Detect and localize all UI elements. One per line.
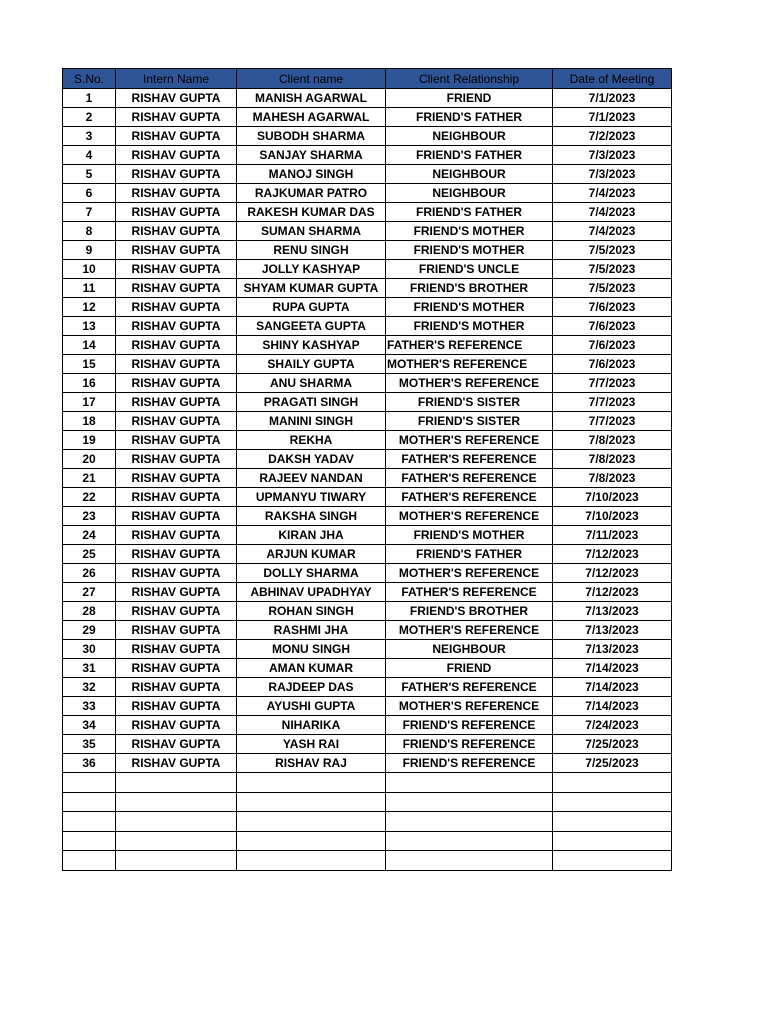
empty-cell [386,851,553,871]
cell-date-of-meeting: 7/12/2023 [553,583,672,602]
empty-cell [553,812,672,832]
cell-sno: 8 [63,222,116,241]
cell-intern-name: RISHAV GUPTA [116,735,237,754]
empty-cell [63,831,116,851]
empty-cell [116,851,237,871]
cell-client-name: MAHESH AGARWAL [237,108,386,127]
empty-row [63,831,672,851]
cell-client-name: MONU SINGH [237,640,386,659]
cell-date-of-meeting: 7/3/2023 [553,165,672,184]
cell-client-relationship: FRIEND'S BROTHER [386,602,553,621]
cell-date-of-meeting: 7/13/2023 [553,602,672,621]
cell-date-of-meeting: 7/14/2023 [553,659,672,678]
cell-client-name: SHYAM KUMAR GUPTA [237,279,386,298]
cell-date-of-meeting: 7/6/2023 [553,298,672,317]
cell-client-relationship: NEIGHBOUR [386,640,553,659]
table-row [63,336,672,355]
empty-cell [63,773,116,793]
table-row [63,222,672,241]
cell-client-name: ABHINAV UPADHYAY [237,583,386,602]
empty-cell [63,792,116,812]
cell-intern-name: RISHAV GUPTA [116,336,237,355]
cell-date-of-meeting: 7/10/2023 [553,488,672,507]
table-row [63,241,672,260]
cell-sno: 15 [63,355,116,374]
cell-intern-name: RISHAV GUPTA [116,260,237,279]
cell-date-of-meeting: 7/6/2023 [553,336,672,355]
cell-client-name: RISHAV RAJ [237,754,386,773]
cell-intern-name: RISHAV GUPTA [116,450,237,469]
cell-client-relationship: NEIGHBOUR [386,184,553,203]
cell-client-relationship: FATHER'S REFERENCE [386,678,553,697]
cell-client-name: ARJUN KUMAR [237,545,386,564]
cell-client-relationship: NEIGHBOUR [386,165,553,184]
empty-cell [553,851,672,871]
empty-cell [116,773,237,793]
cell-client-relationship: FRIEND'S REFERENCE [386,716,553,735]
cell-date-of-meeting: 7/6/2023 [553,317,672,336]
cell-intern-name: RISHAV GUPTA [116,222,237,241]
cell-client-name: KIRAN JHA [237,526,386,545]
table-row [63,640,672,659]
cell-sno: 30 [63,640,116,659]
cell-client-relationship: MOTHER'S REFERENCE [386,621,553,640]
cell-sno: 2 [63,108,116,127]
table-row [63,450,672,469]
cell-sno: 35 [63,735,116,754]
meetings-table [62,68,672,871]
cell-client-name: RUPA GUPTA [237,298,386,317]
cell-intern-name: RISHAV GUPTA [116,488,237,507]
cell-intern-name: RISHAV GUPTA [116,89,237,108]
table-row [63,146,672,165]
cell-intern-name: RISHAV GUPTA [116,355,237,374]
empty-cell [386,812,553,832]
cell-date-of-meeting: 7/4/2023 [553,203,672,222]
cell-sno: 21 [63,469,116,488]
cell-intern-name: RISHAV GUPTA [116,374,237,393]
cell-client-name: UPMANYU TIWARY [237,488,386,507]
cell-intern-name: RISHAV GUPTA [116,431,237,450]
cell-intern-name: RISHAV GUPTA [116,621,237,640]
cell-intern-name: RISHAV GUPTA [116,317,237,336]
cell-date-of-meeting: 7/2/2023 [553,127,672,146]
cell-client-relationship: FRIEND'S MOTHER [386,298,553,317]
cell-client-name: RAKSHA SINGH [237,507,386,526]
cell-intern-name: RISHAV GUPTA [116,640,237,659]
cell-sno: 18 [63,412,116,431]
cell-client-relationship: FRIEND'S MOTHER [386,222,553,241]
cell-intern-name: RISHAV GUPTA [116,393,237,412]
cell-intern-name: RISHAV GUPTA [116,659,237,678]
table-row [63,716,672,735]
table-row [63,412,672,431]
cell-date-of-meeting: 7/5/2023 [553,279,672,298]
table-row [63,393,672,412]
cell-sno: 10 [63,260,116,279]
cell-intern-name: RISHAV GUPTA [116,564,237,583]
cell-client-name: AYUSHI GUPTA [237,697,386,716]
cell-sno: 33 [63,697,116,716]
cell-client-relationship: FATHER'S REFERENCE [386,488,553,507]
cell-date-of-meeting: 7/14/2023 [553,678,672,697]
cell-client-relationship: FRIEND'S FATHER [386,203,553,222]
cell-sno: 12 [63,298,116,317]
table-row [63,697,672,716]
cell-client-relationship: FRIEND [386,659,553,678]
header-intern-name: Intern Name [116,69,237,89]
cell-client-name: RASHMI JHA [237,621,386,640]
cell-sno: 25 [63,545,116,564]
cell-date-of-meeting: 7/5/2023 [553,241,672,260]
cell-client-relationship: FRIEND'S UNCLE [386,260,553,279]
cell-intern-name: RISHAV GUPTA [116,545,237,564]
cell-client-relationship: FATHER'S REFERENCE [386,583,553,602]
cell-date-of-meeting: 7/4/2023 [553,184,672,203]
cell-sno: 23 [63,507,116,526]
table-row [63,621,672,640]
cell-sno: 6 [63,184,116,203]
cell-sno: 20 [63,450,116,469]
empty-cell [237,831,386,851]
cell-sno: 27 [63,583,116,602]
table-row [63,526,672,545]
header-row [63,69,672,89]
cell-client-relationship: FRIEND'S SISTER [386,412,553,431]
cell-client-relationship: NEIGHBOUR [386,127,553,146]
cell-date-of-meeting: 7/24/2023 [553,716,672,735]
cell-date-of-meeting: 7/10/2023 [553,507,672,526]
cell-client-relationship: FRIEND'S MOTHER [386,241,553,260]
empty-cell [553,831,672,851]
cell-sno: 3 [63,127,116,146]
cell-client-relationship: MOTHER'S REFERENCE [386,507,553,526]
cell-sno: 32 [63,678,116,697]
table-row [63,659,672,678]
empty-cell [116,812,237,832]
cell-date-of-meeting: 7/6/2023 [553,355,672,374]
table-row [63,469,672,488]
table-row [63,374,672,393]
empty-cell [237,792,386,812]
cell-date-of-meeting: 7/4/2023 [553,222,672,241]
cell-intern-name: RISHAV GUPTA [116,279,237,298]
table-row [63,431,672,450]
empty-cell [63,812,116,832]
cell-client-relationship: MOTHER'S REFERENCE [386,564,553,583]
cell-date-of-meeting: 7/7/2023 [553,374,672,393]
table-row [63,545,672,564]
table-row [63,583,672,602]
cell-client-name: MANISH AGARWAL [237,89,386,108]
empty-row [63,812,672,832]
cell-intern-name: RISHAV GUPTA [116,583,237,602]
cell-intern-name: RISHAV GUPTA [116,146,237,165]
cell-sno: 28 [63,602,116,621]
header-date-of-meeting: Date of Meeting [553,69,672,89]
cell-sno: 13 [63,317,116,336]
cell-client-name: SUBODH SHARMA [237,127,386,146]
table-row [63,279,672,298]
cell-sno: 19 [63,431,116,450]
empty-cell [237,812,386,832]
cell-client-name: SHINY KASHYAP [237,336,386,355]
cell-date-of-meeting: 7/13/2023 [553,640,672,659]
cell-sno: 9 [63,241,116,260]
cell-client-name: YASH RAI [237,735,386,754]
empty-cell [553,792,672,812]
cell-date-of-meeting: 7/12/2023 [553,545,672,564]
cell-intern-name: RISHAV GUPTA [116,184,237,203]
cell-client-name: JOLLY KASHYAP [237,260,386,279]
cell-client-relationship: FATHER'S REFERENCE [386,469,553,488]
table-row [63,488,672,507]
cell-client-relationship: MOTHER'S REFERENCE [386,431,553,450]
cell-date-of-meeting: 7/25/2023 [553,735,672,754]
cell-client-name: ANU SHARMA [237,374,386,393]
cell-sno: 11 [63,279,116,298]
cell-sno: 17 [63,393,116,412]
cell-client-relationship: FRIEND'S MOTHER [386,526,553,545]
cell-client-relationship: FRIEND'S FATHER [386,146,553,165]
cell-sno: 31 [63,659,116,678]
cell-date-of-meeting: 7/7/2023 [553,393,672,412]
cell-sno: 26 [63,564,116,583]
cell-client-name: RAKESH KUMAR DAS [237,203,386,222]
cell-client-name: PRAGATI SINGH [237,393,386,412]
cell-date-of-meeting: 7/8/2023 [553,469,672,488]
table-row [63,298,672,317]
cell-client-relationship: FRIEND [386,89,553,108]
table-body [63,89,672,871]
cell-client-relationship: MOTHER'S REFERENCE [386,697,553,716]
cell-client-name: RAJEEV NANDAN [237,469,386,488]
cell-sno: 5 [63,165,116,184]
cell-client-relationship: FRIEND'S BROTHER [386,279,553,298]
cell-client-name: REKHA [237,431,386,450]
empty-cell [386,831,553,851]
empty-cell [553,773,672,793]
table-row [63,507,672,526]
empty-row [63,792,672,812]
cell-sno: 14 [63,336,116,355]
empty-row [63,773,672,793]
cell-intern-name: RISHAV GUPTA [116,165,237,184]
cell-client-name: MANINI SINGH [237,412,386,431]
cell-client-relationship: FRIEND'S MOTHER [386,317,553,336]
empty-cell [116,792,237,812]
cell-client-name: RAJKUMAR PATRO [237,184,386,203]
cell-intern-name: RISHAV GUPTA [116,127,237,146]
cell-client-name: MANOJ SINGH [237,165,386,184]
empty-row [63,851,672,871]
cell-client-name: ROHAN SINGH [237,602,386,621]
empty-cell [237,851,386,871]
cell-date-of-meeting: 7/11/2023 [553,526,672,545]
table-row [63,203,672,222]
cell-client-relationship: FRIEND'S FATHER [386,108,553,127]
cell-client-name: SHAILY GUPTA [237,355,386,374]
empty-cell [63,851,116,871]
cell-intern-name: RISHAV GUPTA [116,754,237,773]
table-row [63,89,672,108]
cell-client-relationship: FATHER'S REFERENCE [386,450,553,469]
cell-intern-name: RISHAV GUPTA [116,526,237,545]
table-row [63,260,672,279]
table-row [63,127,672,146]
header-client-relationship: Client Relationship [386,69,553,89]
cell-client-relationship: FATHER'S REFERENCE [386,336,553,355]
cell-sno: 16 [63,374,116,393]
table-row [63,165,672,184]
cell-date-of-meeting: 7/3/2023 [553,146,672,165]
cell-intern-name: RISHAV GUPTA [116,507,237,526]
cell-date-of-meeting: 7/8/2023 [553,450,672,469]
cell-client-relationship: FRIEND'S REFERENCE [386,735,553,754]
cell-client-name: AMAN KUMAR [237,659,386,678]
cell-intern-name: RISHAV GUPTA [116,697,237,716]
cell-client-name: SUMAN SHARMA [237,222,386,241]
table-row [63,108,672,127]
cell-intern-name: RISHAV GUPTA [116,203,237,222]
cell-sno: 34 [63,716,116,735]
cell-sno: 36 [63,754,116,773]
empty-cell [116,831,237,851]
cell-client-name: DOLLY SHARMA [237,564,386,583]
empty-cell [386,773,553,793]
cell-date-of-meeting: 7/8/2023 [553,431,672,450]
cell-date-of-meeting: 7/1/2023 [553,108,672,127]
cell-intern-name: RISHAV GUPTA [116,241,237,260]
table-row [63,602,672,621]
cell-sno: 1 [63,89,116,108]
table-row [63,184,672,203]
cell-date-of-meeting: 7/7/2023 [553,412,672,431]
cell-client-name: RENU SINGH [237,241,386,260]
cell-sno: 24 [63,526,116,545]
cell-intern-name: RISHAV GUPTA [116,298,237,317]
cell-client-relationship: FRIEND'S REFERENCE [386,754,553,773]
empty-cell [237,773,386,793]
table-row [63,678,672,697]
empty-cell [386,792,553,812]
cell-intern-name: RISHAV GUPTA [116,716,237,735]
cell-intern-name: RISHAV GUPTA [116,602,237,621]
cell-client-relationship: FRIEND'S SISTER [386,393,553,412]
table-row [63,564,672,583]
cell-sno: 4 [63,146,116,165]
cell-date-of-meeting: 7/14/2023 [553,697,672,716]
cell-sno: 29 [63,621,116,640]
cell-intern-name: RISHAV GUPTA [116,412,237,431]
cell-sno: 22 [63,488,116,507]
cell-date-of-meeting: 7/1/2023 [553,89,672,108]
cell-client-relationship: FRIEND'S FATHER [386,545,553,564]
cell-client-name: SANJAY SHARMA [237,146,386,165]
table-row [63,735,672,754]
header-sno: S.No. [63,69,116,89]
cell-client-relationship: MOTHER'S REFERENCE [386,355,553,374]
header-client-name: Client name [237,69,386,89]
cell-intern-name: RISHAV GUPTA [116,108,237,127]
cell-date-of-meeting: 7/25/2023 [553,754,672,773]
cell-sno: 7 [63,203,116,222]
table-row [63,355,672,374]
table-row [63,754,672,773]
cell-date-of-meeting: 7/12/2023 [553,564,672,583]
cell-client-name: SANGEETA GUPTA [237,317,386,336]
cell-client-relationship: MOTHER'S REFERENCE [386,374,553,393]
cell-date-of-meeting: 7/13/2023 [553,621,672,640]
cell-client-name: DAKSH YADAV [237,450,386,469]
table-row [63,317,672,336]
cell-date-of-meeting: 7/5/2023 [553,260,672,279]
cell-intern-name: RISHAV GUPTA [116,678,237,697]
cell-intern-name: RISHAV GUPTA [116,469,237,488]
cell-client-name: NIHARIKA [237,716,386,735]
cell-client-name: RAJDEEP DAS [237,678,386,697]
